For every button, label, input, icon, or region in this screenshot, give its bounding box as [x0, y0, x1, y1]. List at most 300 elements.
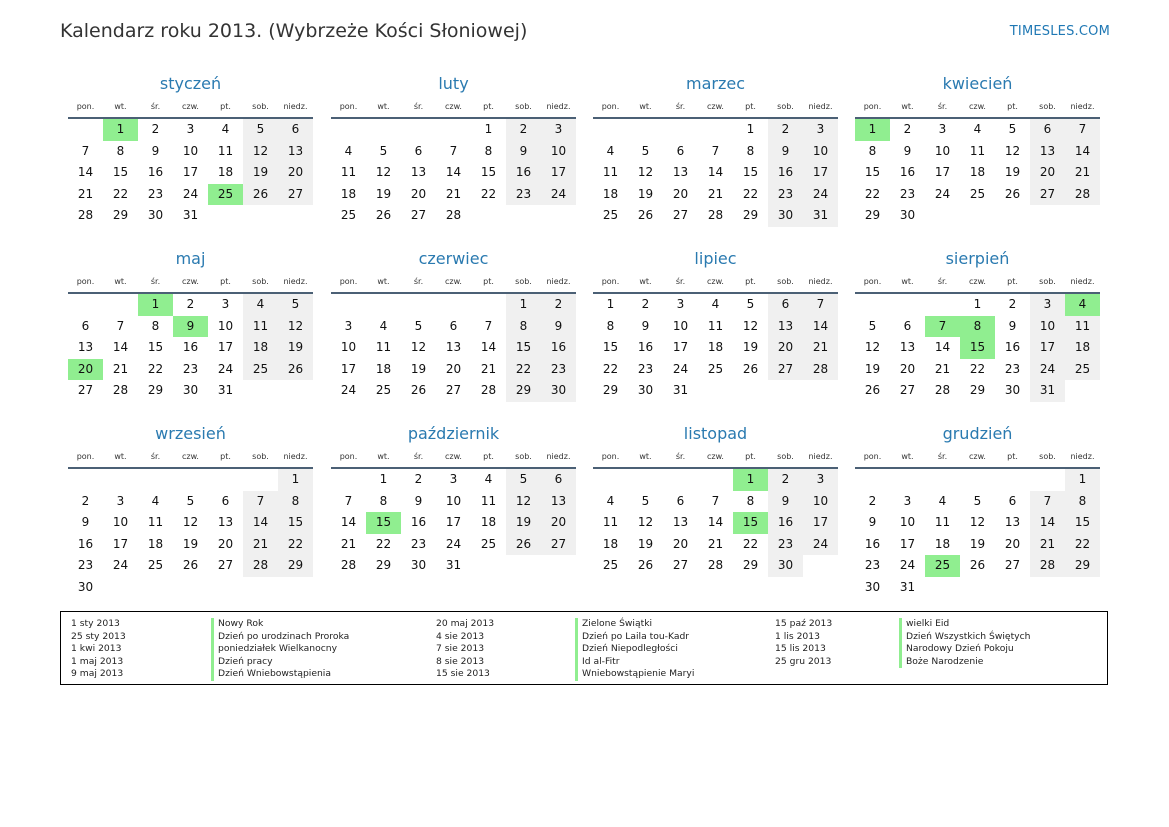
- weekday-header: [331, 272, 576, 294]
- weekend-day-cell: 22: [278, 534, 313, 556]
- week-row: [331, 119, 576, 141]
- empty-day-cell: [278, 577, 313, 599]
- weekend-day-cell: 28: [803, 359, 838, 381]
- holiday-date: 20 maj 2013: [436, 618, 495, 629]
- day-cell: 12: [375, 165, 392, 179]
- day-cell: 4: [379, 318, 388, 333]
- empty-day-cell: [366, 119, 401, 141]
- day-cell: 3: [344, 318, 353, 333]
- weekend-day-cell: 22: [1065, 534, 1100, 556]
- day-cell: 29: [147, 383, 164, 397]
- day-cell: 19: [637, 536, 654, 551]
- weekend-day-cell: 20: [768, 337, 803, 359]
- weekend-day-cell: 17: [803, 512, 838, 534]
- empty-day-cell: [593, 469, 628, 491]
- week-row: [855, 162, 1100, 184]
- weekday-header: [593, 447, 838, 469]
- day-cell: 13: [672, 165, 689, 179]
- weekday-label: pon.: [863, 452, 882, 461]
- day-cell: 5: [1008, 122, 1017, 136]
- day-cell: 20: [672, 186, 689, 201]
- week-row: [593, 359, 838, 381]
- weekend-day-cell: 12: [243, 141, 278, 163]
- weekday-label: sob.: [1039, 102, 1056, 111]
- day-cell: 26: [637, 558, 654, 572]
- day-cell: 4: [973, 122, 982, 136]
- weekend-day-cell: 27: [1030, 184, 1065, 206]
- weekend-day-cell: 24: [541, 184, 576, 206]
- day-cell: 24: [217, 361, 234, 376]
- weekend-day-cell: 10: [541, 141, 576, 163]
- day-cell: 29: [112, 208, 129, 222]
- weekend-day-cell: 28: [243, 555, 278, 577]
- day-cell: 21: [77, 186, 94, 201]
- empty-day-cell: [138, 577, 173, 599]
- day-cell: 22: [602, 361, 619, 376]
- week-row: [331, 184, 576, 206]
- weekday-header: [855, 447, 1100, 469]
- day-cell: 14: [340, 515, 357, 529]
- day-cell: 28: [480, 383, 497, 397]
- day-cell: 19: [969, 536, 986, 551]
- weekday-label: czw.: [182, 102, 199, 111]
- weekend-day-cell: 29: [506, 380, 541, 402]
- weekday-label: pt.: [745, 452, 756, 461]
- day-cell: 13: [1004, 515, 1021, 529]
- day-cell: 13: [672, 515, 689, 529]
- day-cell: 14: [480, 340, 497, 354]
- weekend-day-cell: 12: [278, 316, 313, 338]
- weekday-header: [68, 447, 313, 469]
- day-cell: 27: [445, 383, 462, 397]
- weekday-label: niedz.: [283, 277, 308, 286]
- day-cell: 13: [410, 165, 427, 179]
- month-12: [855, 423, 1100, 598]
- weekend-day-cell: 31: [1030, 380, 1065, 402]
- weekend-day-cell: 15: [506, 337, 541, 359]
- weekday-label: sob.: [1039, 452, 1056, 461]
- day-cell: 2: [414, 472, 423, 486]
- day-cell: 5: [641, 493, 650, 508]
- day-cell: 4: [606, 493, 615, 508]
- weekend-day-cell: 22: [506, 359, 541, 381]
- month-7: [593, 248, 838, 402]
- holiday-names-column-2: [575, 618, 694, 681]
- day-cell: 15: [742, 165, 759, 179]
- day-cell: 10: [112, 515, 129, 529]
- day-cell: 12: [637, 165, 654, 179]
- week-row: [331, 512, 576, 534]
- holiday-date: 7 sie 2013: [436, 643, 485, 655]
- day-cell: 14: [707, 515, 724, 529]
- week-row: [593, 205, 838, 227]
- weekday-label: śr.: [675, 102, 686, 111]
- weekend-day-cell: 4: [243, 294, 278, 316]
- day-cell: 30: [637, 383, 654, 397]
- day-cell: 26: [375, 208, 392, 222]
- day-cell: 10: [182, 143, 199, 158]
- day-cell: 25: [340, 208, 357, 222]
- day-cell: 13: [899, 340, 916, 354]
- weekend-day-cell: 1: [278, 469, 313, 491]
- week-row: [593, 184, 838, 206]
- day-cell: 16: [864, 536, 881, 551]
- day-cell: 28: [445, 208, 462, 222]
- week-row: [68, 512, 313, 534]
- weekend-day-cell: 5: [278, 294, 313, 316]
- month-2: [331, 73, 576, 227]
- day-cell: 18: [934, 536, 951, 551]
- day-cell: 22: [864, 186, 881, 201]
- empty-day-cell: [506, 555, 541, 577]
- day-cell: 17: [182, 165, 199, 179]
- day-cell: 24: [112, 558, 129, 572]
- week-row: [855, 491, 1100, 513]
- empty-day-cell: [173, 469, 208, 491]
- holiday-day-cell: 1: [855, 119, 890, 141]
- holiday-day-cell: 1: [733, 469, 768, 491]
- weekend-day-cell: 28: [1030, 555, 1065, 577]
- weekend-day-cell: 27: [768, 359, 803, 381]
- holiday-day-cell: 7: [925, 316, 960, 338]
- day-cell: 17: [934, 165, 951, 179]
- weekend-day-cell: 3: [541, 119, 576, 141]
- day-cell: 4: [938, 493, 947, 508]
- day-cell: 19: [742, 340, 759, 354]
- weekday-label: śr.: [150, 277, 161, 286]
- week-row: [855, 512, 1100, 534]
- week-row: [855, 205, 1100, 227]
- day-cell: 22: [742, 186, 759, 201]
- day-cell: 17: [672, 340, 689, 354]
- brand-link[interactable]: TIMESLES.COM: [1009, 24, 1110, 39]
- weekend-day-cell: 6: [1030, 119, 1065, 141]
- day-cell: 25: [602, 558, 619, 572]
- empty-day-cell: [103, 294, 138, 316]
- weekend-day-cell: 24: [803, 184, 838, 206]
- week-row: [855, 577, 1100, 599]
- month-6: [331, 248, 576, 402]
- week-row: [68, 316, 313, 338]
- day-cell: 10: [934, 143, 951, 158]
- weekday-label: wt.: [377, 102, 390, 111]
- holiday-day-cell: 8: [960, 316, 995, 338]
- day-cell: 1: [973, 297, 982, 311]
- day-cell: 12: [410, 340, 427, 354]
- weekday-label: niedz.: [808, 452, 833, 461]
- month-4: [855, 73, 1100, 227]
- month-name: styczeń: [159, 74, 222, 93]
- day-cell: 28: [77, 208, 94, 222]
- day-cell: 20: [445, 361, 462, 376]
- day-cell: 25: [480, 536, 497, 551]
- day-cell: 20: [672, 536, 689, 551]
- day-cell: 15: [602, 340, 619, 354]
- holiday-list: [60, 611, 1108, 685]
- day-cell: 23: [637, 361, 654, 376]
- empty-day-cell: [331, 469, 366, 491]
- weekend-day-cell: 15: [278, 512, 313, 534]
- day-cell: 3: [221, 297, 230, 311]
- weekend-day-cell: 3: [1030, 294, 1065, 316]
- day-cell: 10: [672, 318, 689, 333]
- day-cell: 21: [112, 361, 129, 376]
- weekend-day-cell: 9: [541, 316, 576, 338]
- empty-day-cell: [138, 469, 173, 491]
- weekend-day-cell: 16: [768, 512, 803, 534]
- empty-day-cell: [1065, 380, 1100, 402]
- day-cell: 6: [903, 318, 912, 333]
- weekday-label: śr.: [413, 277, 424, 286]
- holiday-name: poniedziałek Wielkanocny: [211, 643, 349, 656]
- weekend-day-cell: 30: [541, 380, 576, 402]
- day-cell: 7: [711, 493, 720, 508]
- day-cell: 21: [480, 361, 497, 376]
- weekday-label: czw.: [445, 277, 462, 286]
- day-cell: 13: [217, 515, 234, 529]
- weekday-header: [331, 97, 576, 119]
- week-row: [593, 141, 838, 163]
- day-cell: 16: [410, 515, 427, 529]
- weekday-label: pt.: [745, 277, 756, 286]
- empty-day-cell: [698, 469, 733, 491]
- day-cell: 24: [899, 558, 916, 572]
- day-cell: 18: [602, 536, 619, 551]
- holiday-day-cell: 15: [960, 337, 995, 359]
- weekend-day-cell: 30: [768, 555, 803, 577]
- weekday-label: niedz.: [546, 277, 571, 286]
- month-10: [331, 423, 576, 577]
- weekday-label: niedz.: [1070, 102, 1095, 111]
- weekday-label: wt.: [639, 277, 652, 286]
- weekday-label: wt.: [377, 452, 390, 461]
- day-cell: 27: [899, 383, 916, 397]
- day-cell: 3: [903, 493, 912, 508]
- empty-day-cell: [960, 577, 995, 599]
- weekday-label: śr.: [675, 277, 686, 286]
- weekday-label: śr.: [413, 452, 424, 461]
- day-cell: 27: [672, 208, 689, 222]
- day-cell: 19: [182, 536, 199, 551]
- weekday-label: śr.: [937, 102, 948, 111]
- weekday-label: pt.: [1007, 452, 1018, 461]
- weekend-day-cell: 8: [1065, 491, 1100, 513]
- week-row: [68, 555, 313, 577]
- weekday-label: śr.: [150, 102, 161, 111]
- weekend-day-cell: 18: [1065, 337, 1100, 359]
- weekday-label: śr.: [150, 452, 161, 461]
- day-cell: 24: [182, 186, 199, 201]
- empty-day-cell: [331, 119, 366, 141]
- day-cell: 22: [112, 186, 129, 201]
- weekday-label: śr.: [937, 452, 948, 461]
- holiday-date: 1 lis 2013: [775, 630, 820, 642]
- weekend-day-cell: 28: [1065, 184, 1100, 206]
- day-cell: 26: [637, 208, 654, 222]
- day-cell: 3: [449, 472, 458, 486]
- day-cell: 7: [484, 318, 493, 333]
- weekday-label: czw.: [182, 452, 199, 461]
- weekday-label: czw.: [182, 277, 199, 286]
- day-cell: 1: [379, 472, 388, 486]
- weekday-label: sob.: [252, 277, 269, 286]
- weekend-day-cell: 19: [243, 162, 278, 184]
- day-cell: 4: [484, 472, 493, 486]
- weekday-label: pon.: [339, 102, 358, 111]
- weekday-label: czw.: [707, 102, 724, 111]
- week-row: [593, 512, 838, 534]
- empty-day-cell: [803, 380, 838, 402]
- holiday-date: 15 paź 2013: [775, 618, 833, 629]
- weekday-label: niedz.: [1070, 452, 1095, 461]
- day-cell: 25: [147, 558, 164, 572]
- weekday-header: [855, 272, 1100, 294]
- day-cell: 26: [969, 558, 986, 572]
- weekday-label: niedz.: [546, 452, 571, 461]
- weekend-day-cell: 9: [768, 141, 803, 163]
- month-name: maj: [175, 249, 206, 268]
- day-cell: 17: [340, 361, 357, 376]
- day-cell: 14: [934, 340, 951, 354]
- day-cell: 22: [147, 361, 164, 376]
- day-cell: 18: [602, 186, 619, 201]
- day-cell: 31: [445, 558, 462, 572]
- day-cell: 4: [344, 143, 353, 158]
- week-row: [68, 534, 313, 556]
- day-cell: 19: [637, 186, 654, 201]
- holiday-day-cell: 20: [68, 359, 103, 381]
- week-row: [331, 380, 576, 402]
- weekday-label: pt.: [1007, 277, 1018, 286]
- week-row: [331, 316, 576, 338]
- weekend-day-cell: 26: [243, 184, 278, 206]
- day-cell: 9: [903, 143, 912, 158]
- holiday-day-cell: 9: [173, 316, 208, 338]
- day-cell: 20: [899, 361, 916, 376]
- month-name: październik: [407, 424, 500, 443]
- empty-day-cell: [243, 469, 278, 491]
- day-cell: 27: [672, 558, 689, 572]
- day-cell: 14: [707, 165, 724, 179]
- empty-day-cell: [366, 294, 401, 316]
- weekend-day-cell: 29: [1065, 555, 1100, 577]
- holiday-date: 8 sie 2013: [436, 655, 485, 667]
- holiday-date: 1 sty 2013: [71, 618, 120, 629]
- empty-day-cell: [436, 294, 471, 316]
- day-cell: 6: [414, 143, 423, 158]
- holiday-name: Dzień Wniebowstąpienia: [211, 668, 349, 681]
- day-cell: 23: [1004, 361, 1021, 376]
- weekend-day-cell: 13: [541, 491, 576, 513]
- holiday-name: Dzień pracy: [211, 656, 349, 669]
- weekend-day-cell: 20: [1030, 162, 1065, 184]
- day-cell: 2: [1008, 297, 1017, 311]
- weekday-label: wt.: [377, 277, 390, 286]
- weekday-header: [855, 97, 1100, 119]
- empty-day-cell: [1030, 577, 1065, 599]
- day-cell: 4: [151, 493, 160, 508]
- week-row: [68, 141, 313, 163]
- weekend-day-cell: 30: [768, 205, 803, 227]
- holiday-day-cell: 1: [138, 294, 173, 316]
- day-cell: 5: [746, 297, 755, 311]
- week-row: [855, 141, 1100, 163]
- day-cell: 11: [340, 165, 357, 179]
- empty-day-cell: [960, 469, 995, 491]
- day-cell: 20: [410, 186, 427, 201]
- day-cell: 26: [864, 383, 881, 397]
- weekend-day-cell: 6: [278, 119, 313, 141]
- weekend-day-cell: 24: [1030, 359, 1065, 381]
- weekday-label: pon.: [76, 452, 95, 461]
- empty-day-cell: [925, 294, 960, 316]
- weekend-day-cell: 6: [541, 469, 576, 491]
- weekend-day-cell: 5: [506, 469, 541, 491]
- weekday-label: wt.: [901, 452, 914, 461]
- month-name: kwiecień: [942, 74, 1013, 93]
- week-row: [593, 534, 838, 556]
- day-cell: 23: [182, 361, 199, 376]
- day-cell: 29: [742, 558, 759, 572]
- empty-day-cell: [698, 380, 733, 402]
- week-row: [68, 337, 313, 359]
- day-cell: 30: [410, 558, 427, 572]
- day-cell: 12: [864, 340, 881, 354]
- day-cell: 10: [340, 340, 357, 354]
- empty-day-cell: [278, 380, 313, 402]
- empty-day-cell: [663, 469, 698, 491]
- holiday-name: Narodowy Dzień Pokoju: [899, 643, 1031, 656]
- weekday-label: sob.: [777, 102, 794, 111]
- day-cell: 7: [116, 318, 125, 333]
- weekend-day-cell: 27: [541, 534, 576, 556]
- empty-day-cell: [243, 577, 278, 599]
- day-cell: 21: [707, 536, 724, 551]
- month-11: [593, 423, 838, 577]
- day-cell: 16: [1004, 340, 1021, 354]
- weekend-day-cell: 14: [243, 512, 278, 534]
- day-cell: 24: [672, 361, 689, 376]
- day-cell: 19: [410, 361, 427, 376]
- day-cell: 11: [602, 515, 619, 529]
- weekend-day-cell: 31: [803, 205, 838, 227]
- weekend-day-cell: 11: [243, 316, 278, 338]
- week-row: [68, 294, 313, 316]
- holiday-date: 1 maj 2013: [71, 655, 124, 667]
- day-cell: 27: [217, 558, 234, 572]
- day-cell: 23: [410, 536, 427, 551]
- day-cell: 14: [112, 340, 129, 354]
- week-row: [68, 380, 313, 402]
- day-cell: 21: [445, 186, 462, 201]
- empty-day-cell: [1030, 205, 1065, 227]
- empty-day-cell: [890, 294, 925, 316]
- month-5: [68, 248, 313, 402]
- weekday-label: pon.: [601, 277, 620, 286]
- weekend-day-cell: 23: [541, 359, 576, 381]
- weekend-day-cell: 14: [1030, 512, 1065, 534]
- month-name: sierpień: [945, 249, 1010, 268]
- day-cell: 6: [676, 493, 685, 508]
- weekday-label: czw.: [969, 452, 986, 461]
- weekday-label: pon.: [601, 102, 620, 111]
- weekend-day-cell: 16: [506, 162, 541, 184]
- empty-day-cell: [698, 119, 733, 141]
- weekday-label: czw.: [969, 277, 986, 286]
- weekend-day-cell: 16: [541, 337, 576, 359]
- empty-day-cell: [68, 294, 103, 316]
- day-cell: 8: [116, 143, 125, 158]
